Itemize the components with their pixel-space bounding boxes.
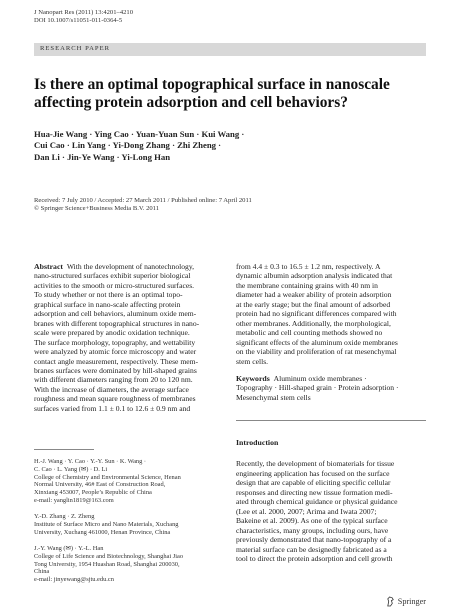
intro-line: characteristics, many groups, including ours, have — [236, 525, 389, 535]
affiliation-2 — [34, 513, 228, 536]
keywords-block — [236, 374, 426, 402]
abstract-line: protein had no significant differences compared with — [236, 309, 397, 319]
introduction-heading: Introduction — [236, 438, 279, 447]
abstract-line: graphical surface in nano-scale affecting protein — [34, 299, 181, 309]
introduction-section — [236, 438, 426, 563]
affiliation-1 — [34, 458, 228, 505]
abstract-line: other membranes. Additionally, the morphological, — [236, 318, 391, 328]
affiliation-line: College of Chemistry and Environmental Science, Henan — [34, 473, 181, 481]
affiliation-line: J.-Y. Wang (✉) · Y.-L. Han — [34, 545, 104, 552]
abstract-line: branes surfaces were dominated by hill-shaped grains — [34, 365, 197, 375]
intro-line: engineering application has focused on the surface — [236, 468, 390, 478]
affiliation-line: College of Life Science and Biotechnology, Shanghai Jiao — [34, 552, 184, 560]
abstract-line: at the early stage; but the final amount of adsorbed — [236, 299, 391, 309]
affiliation-line: Xinxiang 453007, People’s Republic of China — [34, 489, 152, 496]
abstract-line: were analyzed by atomic force microscopy and water — [34, 347, 197, 357]
intro-line: (Lee et al. 2000, 2007; Arima and Iwata 2007; — [236, 506, 377, 516]
abstract-line: With the increase of diameters, the average surface — [34, 384, 189, 394]
paper-title — [34, 76, 426, 112]
abstract-line: metabolic and cell counting methods showed no — [236, 328, 383, 338]
abstract-line: diameter had a weaker ability of protein adsorption — [236, 290, 392, 300]
intro-line: Bakeine et al. 2009). As one of the typical surface — [236, 516, 388, 526]
abstract-line: To study whether or not there is an optimal topo- — [34, 290, 183, 300]
article-type-band — [34, 43, 426, 56]
intro-line: ated through chemical guidance or physical guidance — [236, 497, 398, 507]
affiliation-line: University, Xuchang 461000, Henan Province, China — [34, 528, 171, 536]
intro-line: previously demonstrated that nano-topography of a — [236, 535, 392, 545]
abstract-line: activities to the smooth or micro-structured surfaces. — [34, 280, 195, 290]
abstract-line: contact angle measurement, respectively. These mem- — [34, 356, 199, 366]
author-list — [34, 129, 334, 163]
author-line: Dan Li · Jin-Ye Wang · Yi-Long Han — [34, 151, 171, 162]
abstract-heading: Abstract — [34, 262, 64, 271]
affiliation-line: Normal University, 46# East of Construction Road, — [34, 481, 166, 489]
publisher-name: Springer — [397, 597, 426, 606]
abstract-line: scale were prepared by anodic oxidation technique. — [34, 328, 190, 338]
publication-dates — [34, 197, 426, 214]
title-line: Is there an optimal topographical surface in nanoscale — [34, 76, 390, 93]
doi-line: DOI 10.1007/s11051-011-0364-5 — [34, 17, 123, 25]
keywords-heading: Keywords — [236, 374, 270, 383]
abstract-line: significant effects of the aluminum oxide membranes — [236, 337, 398, 347]
author-line: Cui Cao · Lin Yang · Yi-Dong Zhang · Zhi Zheng · — [34, 140, 222, 151]
keywords-line: Topography · Hill-shaped grain · Protein adsorption · — [236, 383, 399, 393]
author-line: Hua-Jie Wang · Ying Cao · Yuan-Yuan Sun · Kui Wang · — [34, 129, 245, 139]
abstract-line: from 4.4 ± 0.3 to 16.5 ± 1.2 nm, respectively. A — [236, 262, 381, 271]
abstract-line: branes with different topographical structures in nano- — [34, 318, 200, 328]
affiliation-email: e-mail: yanglin1819@163.com — [34, 496, 114, 504]
affiliation-line: China — [34, 568, 50, 576]
abstract-line: roughness and mean square roughness of membranes — [34, 394, 196, 404]
intro-line: Recently, the development of biomaterials for tissue — [236, 459, 395, 469]
abstract-line: dynamic albumin adsorption analysis indicated that — [236, 271, 393, 281]
copyright-line: © Springer Science+Business Media B.V. 2011 — [34, 205, 160, 213]
abstract-line: on the viability and proliferation of rat mesenchymal — [236, 347, 397, 357]
abstract-line: with different diameters ranging from 20 to 120 nm. — [34, 375, 193, 385]
abstract-line: stem cells. — [236, 356, 269, 366]
title-line: affecting protein adsorption and cell behaviors? — [34, 94, 348, 111]
journal-citation — [34, 9, 133, 26]
affiliation-line: Tong University, 1954 Huashan Road, Shanghai 200030, — [34, 560, 180, 568]
affiliation-line: Y.-D. Zhang · Z. Zheng — [34, 513, 95, 520]
abstract-line: adsorption and cell behaviors, aluminum oxide mem- — [34, 309, 197, 319]
intro-line: responses and directing new tissue formation medi- — [236, 487, 393, 497]
keywords-line: Aluminum oxide membranes · — [273, 374, 367, 383]
article-type-label: RESEARCH PAPER — [40, 45, 111, 52]
abstract-line: the membrane containing grains with 40 nm in — [236, 280, 378, 290]
footnote-rule — [34, 449, 94, 450]
abstract-line: surfaces varied from 1.1 ± 0.1 to 12.6 ± 0.9 nm and — [34, 403, 191, 413]
dates-line: Received: 7 July 2010 / Accepted: 27 March 2011 / Published online: 7 April 2011 — [34, 197, 252, 204]
intro-line: design that are capable of eliciting specific cellular — [236, 478, 391, 488]
journal-line: J Nanopart Res (2011) 13:4201–4210 — [34, 9, 134, 16]
keywords-line: Mesenchymal stem cells — [236, 392, 311, 402]
affiliation-line: H.-J. Wang · Y. Cao · Y.-Y. Sun · K. Wang · — [34, 458, 147, 465]
abstract-left — [34, 262, 228, 413]
abstract-line: The surface morphology, topography, and wettability — [34, 337, 196, 347]
abstract-line: With the development of nanotechnology, — [66, 262, 195, 271]
section-rule — [236, 420, 426, 421]
affiliation-3 — [34, 545, 228, 584]
affiliation-line: Institute of Surface Micro and Nano Materials, Xuchang — [34, 520, 179, 528]
springer-horse-icon — [386, 596, 395, 607]
abstract-right — [236, 262, 426, 366]
publisher-logo — [386, 596, 426, 607]
affiliation-email: e-mail: jinyewang@sjtu.edu.cn — [34, 576, 114, 583]
intro-line: tool to direct the protein adsorption and cell growth — [236, 553, 393, 563]
abstract-line: nano-structured surfaces exhibit superior biological — [34, 271, 191, 281]
intro-line: material surface can be designedly fabricated as a — [236, 544, 387, 554]
affiliation-line: C. Cao · L. Yang (✉) · D. Li — [34, 465, 108, 473]
